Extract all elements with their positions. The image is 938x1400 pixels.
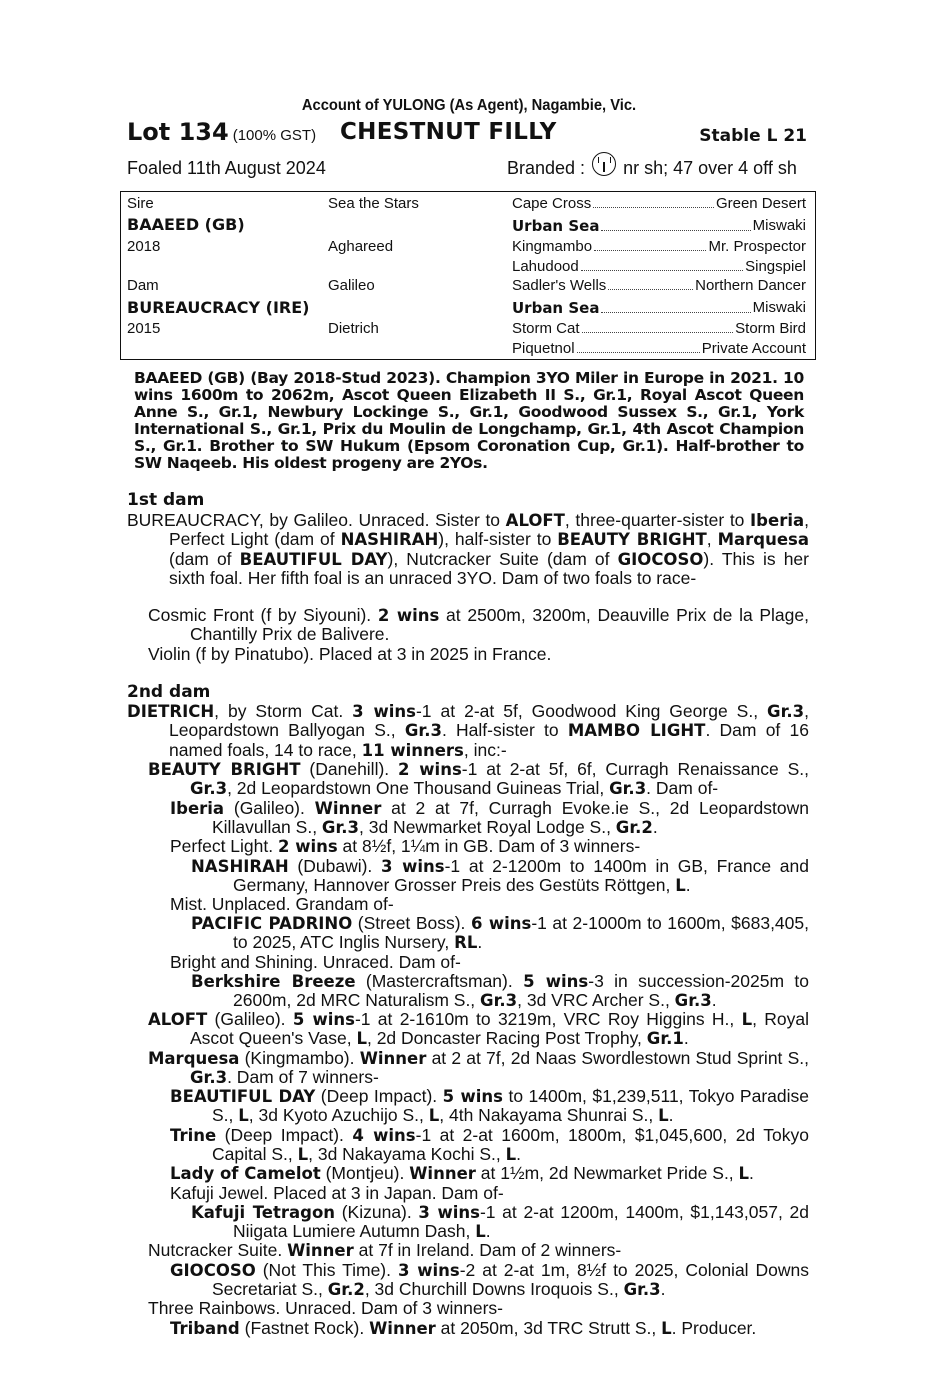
text-run: , 3d VRC Archer S., bbox=[517, 990, 675, 1011]
bold-text: BEAUTIFUL DAY bbox=[170, 1087, 316, 1106]
sire-summary: BAAEED (GB) (Bay 2018-Stud 2023). Champion 3YO Miler in Europe in 2021. 10 wins 1600m to 2062m, Ascot Queen Elizabeth II S., Gr.1, Royal Ascot Queen Anne S., Gr.1, Newbury Lockinge S., Gr.1, Goodwood Sussex S., Gr.1, York International S., Gr.1, Prix du Moulin de Longchamp, Gr.1, 4th Ascot Champion S., Gr.1. Brother to SW Hukum (Epsom Coronation Cup, Gr.1). Half-brother to SW Naqeeb. His oldest progeny are 2YOs. bbox=[134, 369, 804, 472]
gen3-row bbox=[512, 277, 806, 294]
gen3-ancestor: Piquetnol bbox=[512, 340, 575, 357]
produce-entry bbox=[148, 1241, 809, 1260]
bold-text: Iberia bbox=[170, 799, 225, 818]
text-run: (Montjeu). bbox=[320, 1163, 410, 1183]
text-run: , 3d Newmarket Royal Lodge S., bbox=[359, 817, 616, 838]
bold-text: NASHIRAH bbox=[340, 530, 439, 550]
first-dam-heading: 1st dam bbox=[127, 490, 205, 510]
branded-suffix: nr sh; 47 over 4 off sh bbox=[623, 158, 797, 178]
text-run: , three-quarter-sister to bbox=[564, 510, 751, 530]
text-run: (Kizuna). bbox=[335, 1202, 419, 1222]
gen3-ancestor: Urban Sea bbox=[512, 299, 600, 317]
text-run: (Fastnet Rock). bbox=[239, 1318, 370, 1338]
gen3-row bbox=[512, 340, 806, 357]
bold-text: Winner bbox=[369, 1319, 436, 1338]
first-dam-entry bbox=[127, 511, 809, 589]
text-run: -1 at 2-at 5f, Goodwood King George S., bbox=[415, 701, 768, 721]
text-run: Cosmic Front (f by Siyouni). bbox=[148, 605, 378, 625]
bold-text: 2 wins bbox=[398, 760, 462, 779]
text-run: . bbox=[711, 990, 717, 1011]
bold-text: L bbox=[658, 1106, 669, 1126]
consignor-line: Account of YULONG (As Agent), Nagambie, Vic. bbox=[301, 97, 637, 114]
bold-text: 4 wins bbox=[352, 1126, 416, 1145]
bold-text: ALOFT bbox=[505, 511, 565, 530]
produce-entry bbox=[170, 837, 809, 856]
text-run: , by Storm Cat. bbox=[214, 701, 353, 721]
text-run: . bbox=[516, 1144, 521, 1165]
bold-text: 3 wins bbox=[381, 857, 445, 876]
bold-text: Gr.3 bbox=[674, 991, 712, 1011]
produce-entry bbox=[191, 857, 809, 896]
branded-info bbox=[507, 152, 807, 179]
sire-year: 2018 bbox=[127, 238, 161, 255]
bold-text: Winner bbox=[314, 799, 382, 818]
produce-entry bbox=[148, 760, 809, 799]
text-run: Nutcracker Suite. bbox=[148, 1240, 288, 1260]
leader-dots bbox=[577, 340, 700, 353]
dam-label: Dam bbox=[127, 277, 159, 294]
text-run: , Perfect Light (dam of bbox=[169, 510, 809, 550]
dam-sire: Galileo bbox=[328, 277, 375, 294]
text-run: . bbox=[652, 817, 658, 838]
leader-dots bbox=[581, 258, 743, 271]
text-run: , 3d Kyoto Azuchijo S., bbox=[248, 1105, 429, 1126]
bold-text: 3 wins bbox=[352, 702, 416, 721]
text-run: at 2 at 7f, 2d Naas Swordlestown Stud Sprint S., bbox=[426, 1048, 809, 1068]
produce-entry: Kafuji Jewel. Placed at 3 in Japan. Dam of- bbox=[170, 1183, 504, 1203]
bold-text: Trine bbox=[170, 1126, 217, 1145]
sire-label: Sire bbox=[127, 195, 154, 212]
text-run: . bbox=[749, 1163, 754, 1183]
stable-label: Stable L 21 bbox=[699, 126, 807, 146]
text-run: -1 at 2-at 1600m, 1800m, $1,045,600, 2d Tokyo Capital S., bbox=[212, 1125, 809, 1165]
sire-name: BAAEED (GB) bbox=[127, 215, 245, 234]
lot-title: CHESTNUT FILLY bbox=[340, 119, 557, 145]
lot-header bbox=[127, 118, 807, 152]
bold-text: Gr.3 bbox=[404, 721, 442, 741]
bold-text: RL bbox=[454, 933, 478, 953]
gen3-sire: Northern Dancer bbox=[695, 277, 806, 294]
brand-mark-icon bbox=[592, 152, 616, 176]
bold-text: 2 wins bbox=[377, 606, 440, 625]
text-run: at 1½m, 2d Newmarket Pride S., bbox=[475, 1163, 739, 1183]
bold-text: Kafuji Tetragon bbox=[191, 1203, 336, 1222]
text-run: at 2 at 7f, Curragh Evoke.ie S., 2d Leopardstown Killavullan S., bbox=[212, 798, 809, 838]
bold-text: Gr.3 bbox=[609, 779, 647, 799]
bold-text: Gr.3 bbox=[480, 991, 518, 1011]
text-run: , 2d Leopardstown One Thousand Guineas Trial, bbox=[227, 778, 610, 799]
gen3-sire: Private Account bbox=[701, 340, 806, 357]
text-run: -1 at 2-at 1200m, 1400m, $1,143,057, 2d Niigata Lumiere Autumn Dash, bbox=[233, 1202, 809, 1242]
bold-text: ALOFT bbox=[148, 1010, 208, 1029]
text-run: (Street Boss). bbox=[352, 913, 471, 933]
gen3-row bbox=[512, 299, 806, 317]
text-run: . bbox=[477, 932, 483, 953]
dam-name: BUREAUCRACY (IRE) bbox=[127, 298, 310, 317]
gen3-row bbox=[512, 320, 806, 337]
text-run: , 3d Nakayama Kochi S., bbox=[308, 1144, 506, 1165]
bold-text: PACIFIC PADRINO bbox=[191, 914, 353, 933]
bold-text: 3 wins bbox=[418, 1203, 480, 1222]
text-run: (Danehill). bbox=[300, 759, 399, 779]
bold-text: L bbox=[297, 1145, 309, 1165]
pedigree-table bbox=[120, 191, 816, 360]
bold-text: Marquesa bbox=[148, 1049, 240, 1068]
leader-dots bbox=[608, 277, 693, 290]
text-run: ), half-sister to bbox=[438, 529, 558, 550]
bold-text: Gr.3 bbox=[623, 1280, 661, 1300]
text-run: , 3d Churchill Downs Iroquois S., bbox=[364, 1279, 624, 1300]
gen3-sire: Green Desert bbox=[715, 195, 806, 212]
text-run: . bbox=[485, 1221, 491, 1242]
bold-text: L bbox=[741, 1010, 753, 1029]
bold-text: L bbox=[661, 1319, 672, 1338]
bold-text: L bbox=[738, 1164, 750, 1183]
produce-entry bbox=[148, 1049, 809, 1088]
text-run: (Kingmambo). bbox=[239, 1048, 360, 1068]
bold-text: Lady of Camelot bbox=[170, 1164, 321, 1183]
bold-text: 2 wins bbox=[277, 837, 338, 856]
text-run: -1 at 2-1610m to 3219m, VRC Roy Higgins H., bbox=[354, 1009, 742, 1029]
text-run: at 7f in Ireland. Dam of 2 winners- bbox=[353, 1240, 622, 1260]
sire-sire: Sea the Stars bbox=[328, 195, 419, 212]
bold-text: BEAUTY BRIGHT bbox=[557, 530, 707, 550]
text-run: (Not This Time). bbox=[255, 1260, 398, 1280]
lot-number: Lot 134 bbox=[127, 118, 229, 146]
produce-entry bbox=[170, 1164, 809, 1183]
second-dam-entry bbox=[127, 702, 809, 760]
text-run: Perfect Light. bbox=[170, 836, 278, 856]
produce-entry: Three Rainbows. Unraced. Dam of 3 winners- bbox=[148, 1298, 504, 1318]
text-run: , bbox=[706, 529, 718, 550]
text-run: . bbox=[685, 875, 691, 896]
leader-dots bbox=[601, 299, 750, 313]
produce-entry bbox=[191, 1203, 809, 1242]
bold-text: Triband bbox=[170, 1319, 240, 1338]
produce-entry bbox=[170, 1319, 809, 1338]
bold-text: Marquesa bbox=[717, 530, 809, 550]
produce-entry bbox=[170, 799, 809, 838]
text-run: (Deep Impact). bbox=[315, 1086, 443, 1106]
bold-text: BEAUTIFUL DAY bbox=[239, 549, 388, 569]
text-run: BUREAUCRACY, by Galileo. Unraced. Sister to bbox=[127, 510, 506, 530]
produce-entry: Bright and Shining. Unraced. Dam of- bbox=[170, 952, 461, 972]
gen3-sire: Mr. Prospector bbox=[708, 238, 806, 255]
gen3-sire: Storm Bird bbox=[735, 320, 806, 337]
bold-text: Gr.3 bbox=[321, 818, 359, 838]
text-run: . Dam of- bbox=[646, 778, 719, 799]
text-run: . bbox=[668, 1105, 674, 1126]
text-run: , Royal Ascot Queen's Vase, bbox=[190, 1009, 809, 1049]
bold-text: L bbox=[428, 1106, 440, 1126]
foal-entry bbox=[148, 606, 809, 645]
bold-text: Gr.3 bbox=[190, 1068, 228, 1088]
text-run: , 2d Doncaster Racing Post Trophy, bbox=[366, 1028, 647, 1049]
bold-text: 11 winners bbox=[361, 740, 464, 760]
gen3-sire: Miswaki bbox=[752, 299, 806, 316]
sire-dam: Aghareed bbox=[328, 238, 394, 255]
text-run: (Galileo). bbox=[224, 798, 315, 818]
bold-text: GIOCOSO bbox=[170, 1261, 256, 1280]
bold-text: Berkshire Breeze bbox=[191, 972, 356, 991]
text-run: ). This is her sixth foal. Her fifth foal is an unraced 3YO. Dam of two foals to race- bbox=[169, 548, 809, 589]
leader-dots bbox=[593, 195, 714, 208]
second-dam-heading: 2nd dam bbox=[127, 682, 211, 702]
dam-dam: Dietrich bbox=[328, 320, 379, 337]
text-run: -1 at 2-1200m to 1400m in GB, France and Germany, Hannover Grosser Preis des Gestüts Röttgen, bbox=[233, 856, 810, 896]
bold-text: MAMBO LIGHT bbox=[567, 721, 706, 741]
gen3-ancestor: Storm Cat bbox=[512, 320, 580, 337]
bold-text: BEAUTY BRIGHT bbox=[148, 760, 301, 779]
bold-text: Iberia bbox=[750, 511, 805, 530]
gen3-row bbox=[512, 258, 806, 275]
dam-year: 2015 bbox=[127, 320, 161, 337]
produce-entry bbox=[148, 1010, 809, 1049]
gen3-ancestor: Cape Cross bbox=[512, 195, 592, 212]
text-run: . Dam of 7 winners- bbox=[227, 1067, 379, 1088]
bold-text: Gr.2 bbox=[615, 818, 653, 838]
text-run: (Galileo). bbox=[207, 1009, 293, 1029]
produce-entry bbox=[191, 972, 809, 1011]
text-run: at 2050m, 3d TRC Strutt S., bbox=[435, 1318, 662, 1338]
produce-entry bbox=[170, 1126, 809, 1165]
bold-text: 5 wins bbox=[292, 1010, 355, 1029]
text-run: ), Nutcracker Suite (dam of bbox=[387, 548, 618, 569]
text-run: -3 in succession-2025m to 2600m, 2d MRC Naturalism S., bbox=[233, 971, 809, 1011]
bold-text: 6 wins bbox=[470, 914, 532, 933]
bold-text: 3 wins bbox=[397, 1261, 460, 1280]
produce-entry bbox=[170, 1087, 809, 1126]
bold-text: L bbox=[475, 1222, 486, 1242]
text-run: at 8½f, 1¼m in GB. Dam of 3 winners- bbox=[337, 836, 641, 856]
text-run: , inc:- bbox=[463, 739, 507, 760]
text-run: (Mastercraftsman). bbox=[355, 971, 524, 991]
produce-entry bbox=[191, 914, 809, 953]
gen3-ancestor: Urban Sea bbox=[512, 217, 600, 235]
gst-note: (100% GST) bbox=[232, 127, 317, 144]
text-run: (dam of bbox=[169, 548, 240, 569]
text-run: to 1400m, $1,239,511, Tokyo Paradise S., bbox=[212, 1086, 809, 1126]
branded-prefix: Branded : bbox=[507, 158, 586, 178]
leader-dots bbox=[582, 320, 734, 333]
bold-text: NASHIRAH bbox=[191, 857, 289, 876]
text-run: -1 at 2-at 5f, 6f, Curragh Renaissance S., bbox=[461, 759, 809, 779]
produce-entry: Mist. Unplaced. Grandam of- bbox=[170, 894, 394, 914]
gen3-row bbox=[512, 238, 806, 255]
bold-text: Gr.3 bbox=[767, 702, 805, 721]
bold-text: L bbox=[675, 876, 686, 896]
bold-text: L bbox=[356, 1029, 367, 1049]
text-run: at 2500m, 3200m, Deauville Prix de la Plage, Chantilly Prix de Balivere. bbox=[190, 605, 809, 645]
gen3-ancestor: Sadler's Wells bbox=[512, 277, 607, 294]
leader-dots bbox=[594, 238, 706, 251]
text-run: (Dubawi). bbox=[288, 856, 382, 876]
foaled-date: Foaled 11th August 2024 bbox=[127, 158, 326, 178]
bold-text: Gr.3 bbox=[190, 779, 228, 799]
gen3-row bbox=[512, 195, 806, 212]
text-run: -2 at 2-at 1m, 8½f to 2025, Colonial Downs Secretariat S., bbox=[212, 1260, 809, 1300]
text-run: . Half-sister to bbox=[441, 720, 568, 741]
bold-text: Gr.1 bbox=[646, 1029, 684, 1049]
gen3-sire: Singspiel bbox=[745, 258, 806, 275]
text-run: . bbox=[660, 1279, 666, 1300]
text-run: . Dam of 16 named foals, 14 to race, bbox=[169, 720, 809, 760]
gen3-row bbox=[512, 217, 806, 235]
bold-text: 5 wins bbox=[523, 972, 589, 991]
bold-text: L bbox=[505, 1145, 517, 1165]
bold-text: Gr.2 bbox=[327, 1280, 365, 1300]
gen3-sire: Miswaki bbox=[752, 217, 806, 234]
text-run: . bbox=[683, 1028, 689, 1049]
text-run: , 4th Nakayama Shunrai S., bbox=[439, 1105, 659, 1126]
bold-text: Winner bbox=[287, 1241, 354, 1260]
text-run: (Deep Impact). bbox=[216, 1125, 353, 1145]
text-run: . Producer. bbox=[671, 1318, 757, 1338]
text-run: -1 at 2-1000m to 1600m, $683,405, to 2025, ATC Inglis Nursery, bbox=[233, 913, 809, 953]
bold-text: Winner bbox=[359, 1049, 427, 1068]
produce-entry bbox=[170, 1261, 809, 1300]
text-run: , Leopardstown Ballyogan S., bbox=[169, 701, 809, 741]
bold-text: 5 wins bbox=[442, 1087, 503, 1106]
bold-text: L bbox=[238, 1106, 249, 1126]
leader-dots bbox=[601, 217, 750, 231]
bold-text: DIETRICH bbox=[127, 702, 215, 721]
gen3-ancestor: Lahudood bbox=[512, 258, 579, 275]
bold-text: Winner bbox=[409, 1164, 476, 1183]
bold-text: GIOCOSO bbox=[617, 549, 704, 569]
gen3-ancestor: Kingmambo bbox=[512, 238, 593, 255]
foal-entry: Violin (f by Pinatubo). Placed at 3 in 2025 in France. bbox=[148, 644, 552, 664]
